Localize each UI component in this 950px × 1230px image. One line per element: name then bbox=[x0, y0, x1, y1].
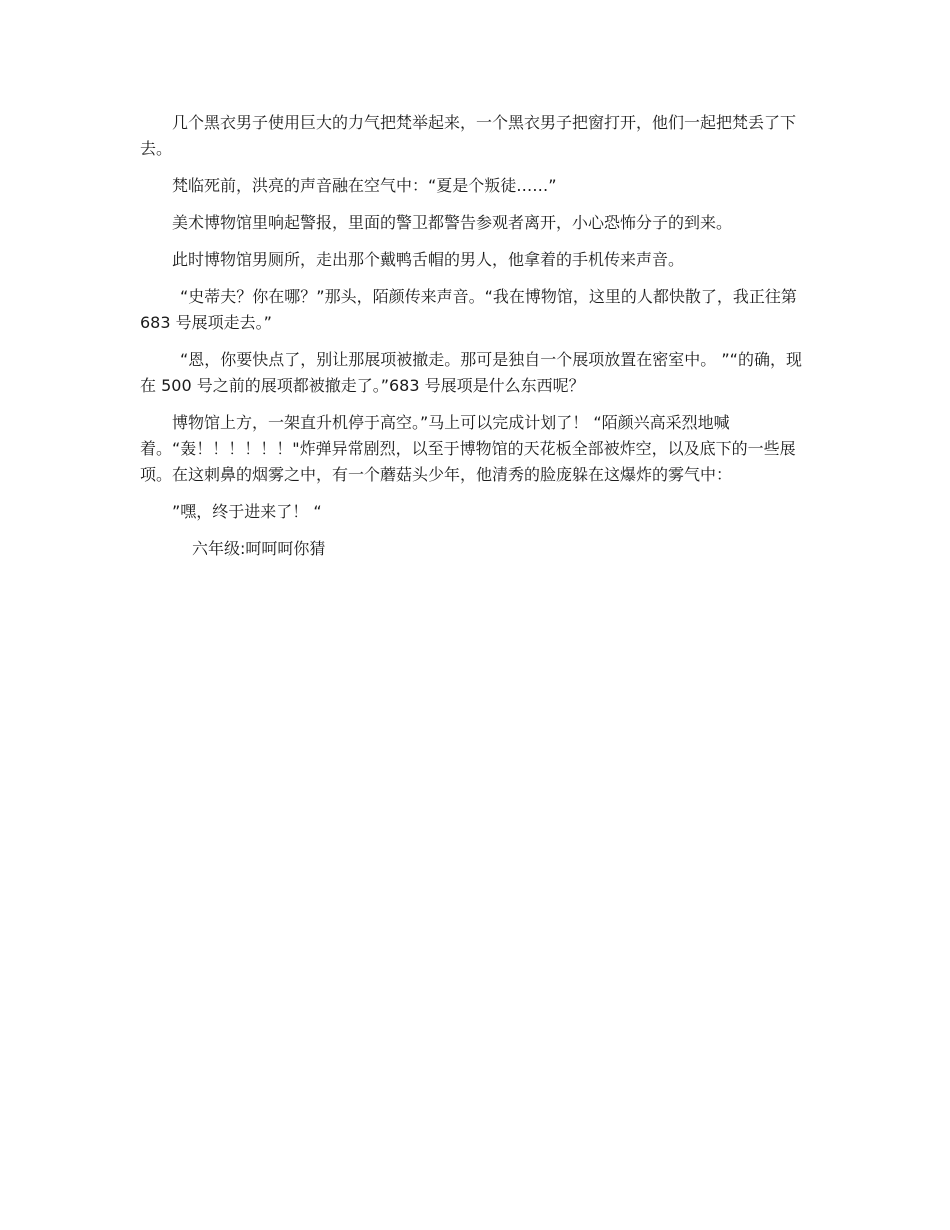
paragraph: 此时博物馆男厕所，走出那个戴鸭舌帽的男人，他拿着的手机传来声音。 bbox=[172, 250, 685, 269]
paragraph: 梵临死前，洪亮的声音融在空气中：“夏是个叛徒……” bbox=[172, 176, 557, 195]
document-body bbox=[140, 110, 808, 562]
paragraph: “恩，你要快点了，别让那展项被撤走。那可是独自一个展项放置在密室中。 ”“的确，现在 500 号之前的展项都被撤走了。”683 号展项是什么东西呢？ bbox=[140, 350, 802, 395]
paragraph: “史蒂夫？你在哪？”那头，陌颜传来声音。“我在博物馆，这里的人都快散了，我正往第 683 号展项走去。” bbox=[140, 287, 797, 332]
author-signature: 六年级:呵呵呵你猜 bbox=[192, 539, 326, 558]
paragraph: 几个黑衣男子使用巨大的力气把梵举起来，一个黑衣男子把窗打开，他们一起把梵丢了下去。 bbox=[140, 113, 797, 158]
paragraph: 博物馆上方，一架直升机停于高空。”马上可以完成计划了！ “陌颜兴高采烈地喊着。“轰！！！！！！"炸弹异常剧烈，以至于博物馆的天花板全部被炸空，以及底下的一些展项。在这刺鼻的烟雾之中，有一个蘑菇头少年，他清秀的脸庞躲在这爆炸的雾气中： bbox=[140, 413, 796, 484]
paragraph: 美术博物馆里响起警报，里面的警卫都警告参观者离开，小心恐怖分子的到来。 bbox=[172, 213, 733, 232]
paragraph: ”嘿，终于进来了！ “ bbox=[172, 502, 322, 521]
